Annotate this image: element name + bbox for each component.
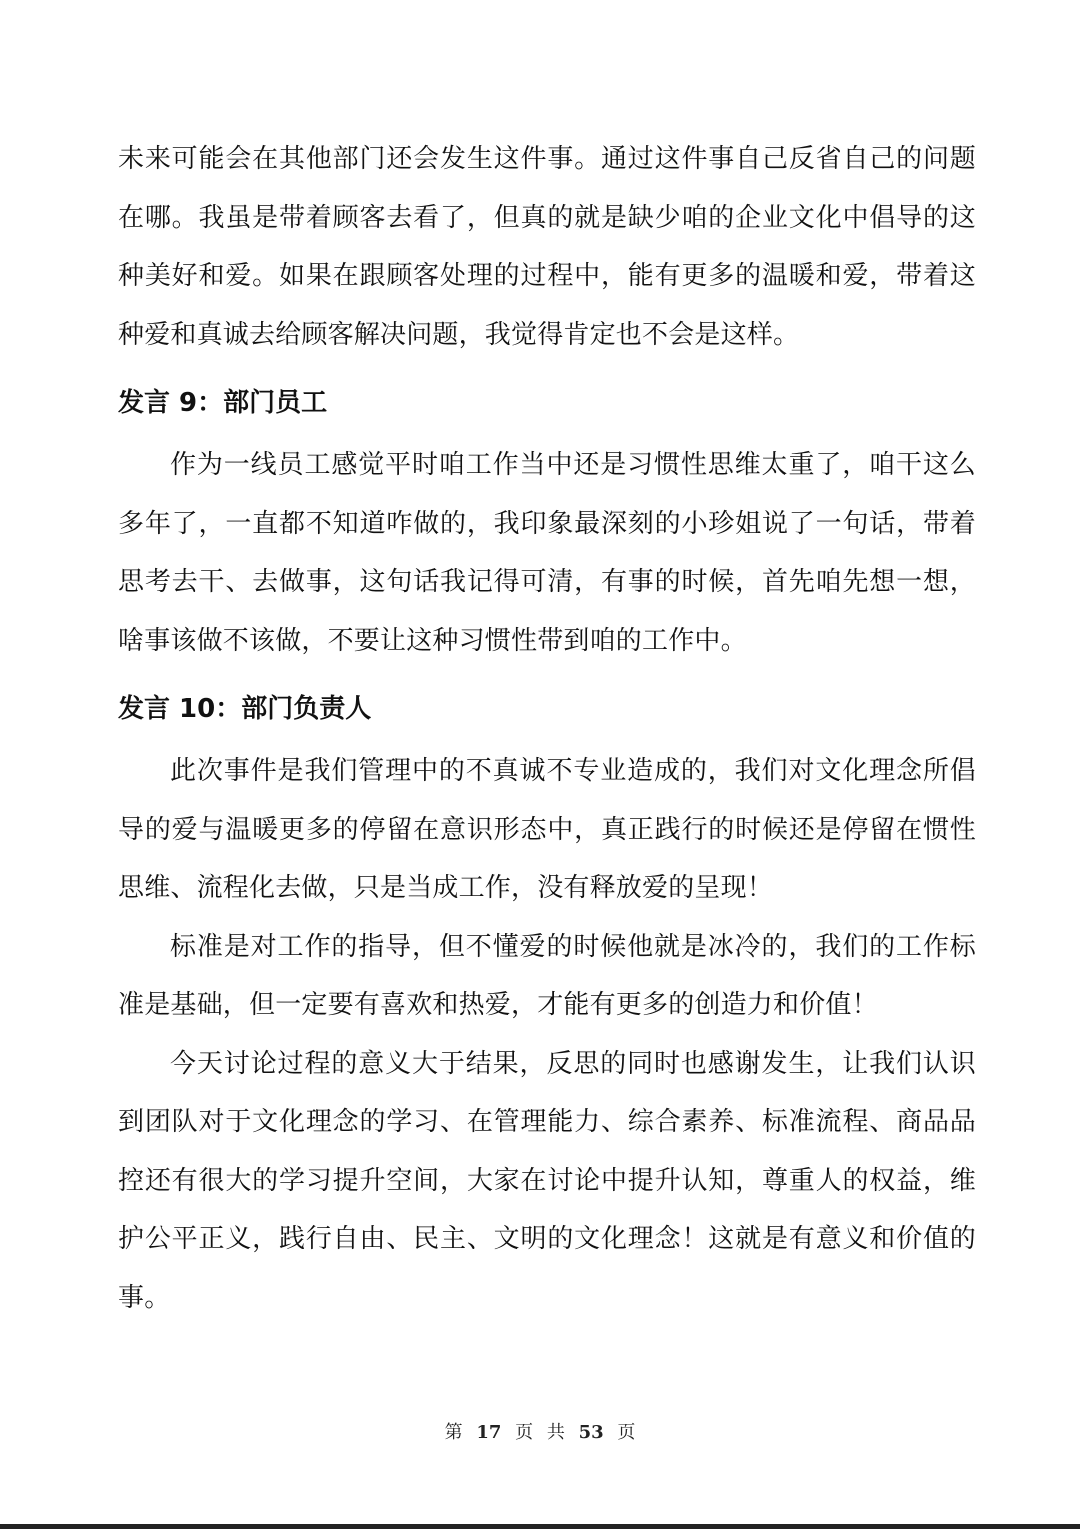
page-footer	[0, 1418, 1080, 1444]
current-page-number: 17	[476, 1422, 502, 1443]
section-10-heading: 发言 10：部门负责人	[118, 694, 372, 724]
section-9-heading: 发言 9：部门员工	[118, 388, 328, 418]
section-10-paragraph-3: 今天讨论过程的意义大于结果，反思的同时也感谢发生，让我们认识到团队对于文化理念的学习、在管理能力、综合素养、标准流程、商品品控还有很大的学习提升空间，大家在讨论中提升认知，尊重人的权益，维护公平正义，践行自由、民主、文明的文化理念！这就是有意义和价值的事。	[118, 1048, 976, 1313]
section-10-paragraph-1: 此次事件是我们管理中的不真诚不专业造成的，我们对文化理念所倡导的爱与温暖更多的停留在意识形态中，真正践行的时候还是停留在惯性思维、流程化去做，只是当成工作，没有释放爱的呈现！	[118, 756, 976, 903]
continued-paragraph: 未来可能会在其他部门还会发生这件事。通过这件事自己反省自己的问题在哪。我虽是带着顾客去看了，但真的就是缺少咱的企业文化中倡导的这种美好和爱。如果在跟顾客处理的过程中，能有更多的温暖和爱，带着这种爱和真诚去给顾客解决问题，我觉得肯定也不会是这样。	[118, 144, 976, 350]
footer-suffix: 页	[617, 1422, 636, 1443]
footer-prefix: 第	[444, 1422, 463, 1443]
section-9-paragraph: 作为一线员工感觉平时咱工作当中还是习惯性思维太重了，咱干这么多年了，一直都不知道咋做的，我印象最深刻的小珍姐说了一句话，带着思考去干、去做事，这句话我记得可清，有事的时候，首先咱先想一想，啥事该做不该做，不要让这种习惯性带到咱的工作中。	[118, 450, 976, 656]
page-content	[118, 130, 976, 1327]
section-10-paragraph-2: 标准是对工作的指导，但不懂爱的时候他就是冰冷的，我们的工作标准是基础，但一定要有喜欢和热爱，才能有更多的创造力和价值！	[118, 931, 976, 1020]
footer-middle: 页 共	[515, 1422, 565, 1443]
bottom-edge-line	[0, 1524, 1080, 1529]
total-page-number: 53	[578, 1422, 604, 1443]
